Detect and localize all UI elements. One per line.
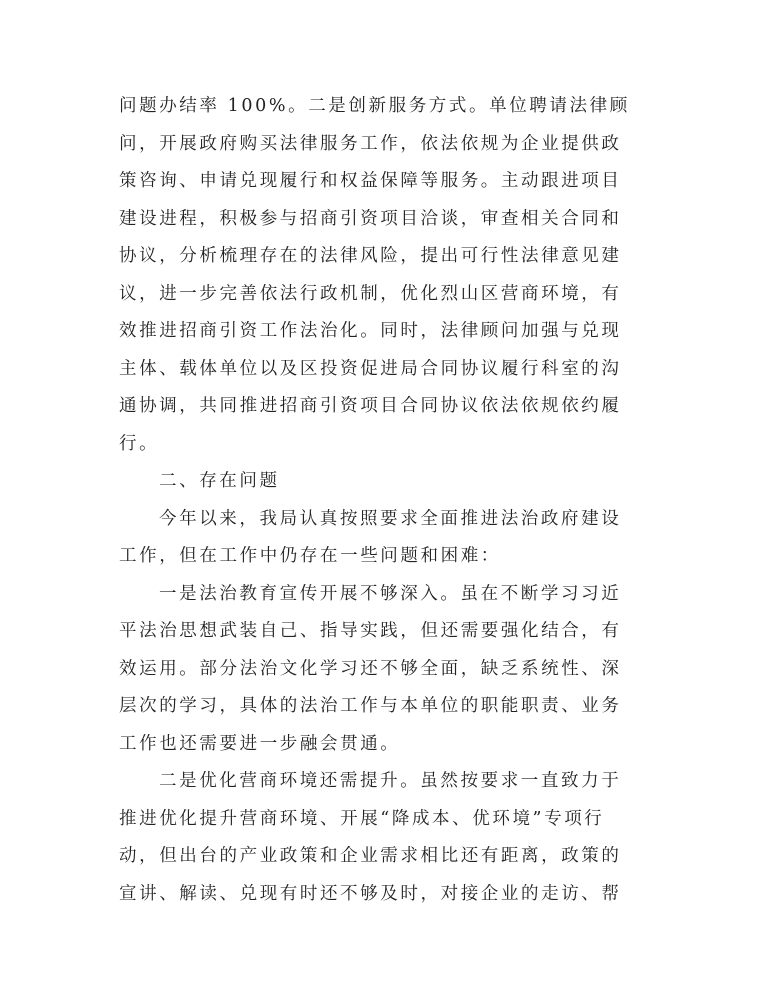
- text-line: 动，但出台的产业政策和企业需求相比还有距离，政策的: [119, 846, 622, 866]
- text-line: 今年以来，我局认真按照要求全面推进法治政府建设: [159, 508, 622, 529]
- text-line: 推进优化提升营商环境、开展“降成本、优环境”专项行: [119, 808, 605, 829]
- document-body: [119, 88, 639, 913]
- text-line: 工作，但在工作中仍存在一些问题和困难：: [119, 546, 501, 566]
- paragraph-service-method: [119, 88, 639, 463]
- text-line: 效推进招商引资工作法治化。同时，法律顾问加强与兑现: [119, 321, 622, 341]
- text-line: 行。: [119, 433, 160, 454]
- text-line: 主体、载体单位以及区投资促进局合同协议履行科室的沟: [119, 358, 622, 379]
- text-line: 通协调，共同推进招商引资项目合同协议依法依规依约履: [119, 396, 622, 416]
- text-line: 问，开展政府购买法律服务工作，依法依规为企业提供政: [119, 133, 622, 154]
- text-line: 建设进程，积极参与招商引资项目洽谈，审查相关合同和: [119, 208, 622, 229]
- text-line: 层次的学习，具体的法治工作与本单位的职能职责、业务: [119, 696, 622, 716]
- paragraph-intro: [119, 501, 639, 576]
- text-line: 一是法治教育宣传开展不够深入。虽在不断学习习近: [159, 583, 622, 604]
- text-line: 议，进一步完善依法行政机制，优化烈山区营商环境，有: [119, 283, 622, 304]
- text-line: 协议，分析梳理存在的法律风险，提出可行性法律意见建: [119, 246, 622, 266]
- text-line: 效运用。部分法治文化学习还不够全面，缺乏系统性、深: [119, 658, 622, 679]
- text-line: 问题办结率 100%。二是创新服务方式。单位聘请法律顾: [119, 96, 630, 116]
- text-line: 平法治思想武装自己、指导实践，但还需要强化结合，有: [119, 621, 622, 641]
- paragraph-problem-2: [119, 763, 639, 913]
- paragraph-problem-1: [119, 576, 639, 764]
- text-line: 工作也还需要进一步融会贯通。: [119, 733, 401, 754]
- text-line: 二是优化营商环境还需提升。虽然按要求一直致力于: [159, 771, 622, 791]
- text-line: 策咨询、申请兑现履行和权益保障等服务。主动跟进项目: [119, 171, 622, 191]
- section-heading: 二、存在问题: [159, 471, 280, 491]
- text-line: 宣讲、解读、兑现有时还不够及时，对接企业的走访、帮: [119, 883, 622, 904]
